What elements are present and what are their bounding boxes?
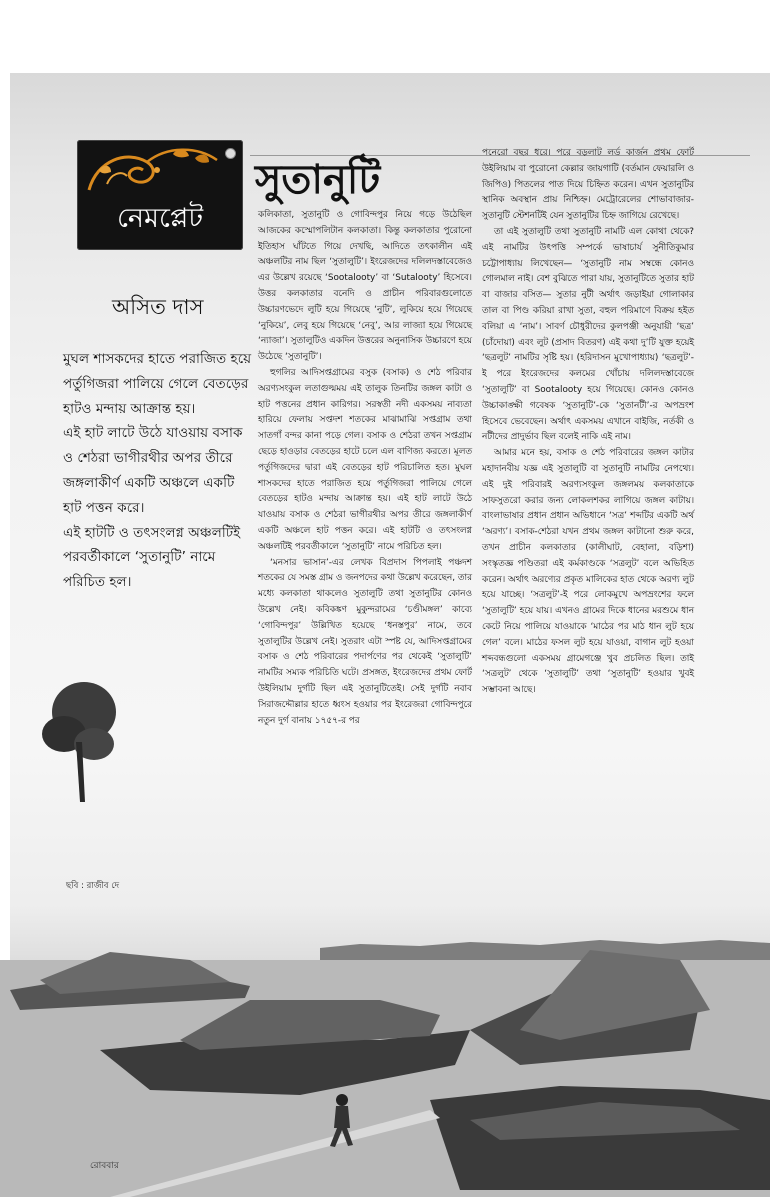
- author-name: অসিত দাস: [112, 295, 204, 319]
- article-title: সুতানুটি: [255, 157, 381, 203]
- footer-label: রোববার: [90, 1161, 119, 1171]
- lead-summary: [63, 347, 253, 595]
- pin-icon: [225, 148, 236, 159]
- body-paragraph: আমার মনে হয়, বসাক ও শেঠ পরিবারের জঙ্গল কাটার মহাদানবীয় যজ্ঞ এই সুতালুটি বা সুতানুটি নামটির নেপথ্যে। এই দুই পরিবারই অরণ্যসংকুল জঙ্গলময় কলকাতাকে সাফসুতরো করার জন্য লোকলশকর লাগিয়ে জঙ্গল কাটায়। বাংলাভাষার প্রধান প্রধান অভিধানে ‘সত্র’ শব্দটির একটি অর্থ ‘অরণ্য’। বসাক-শেঠরা যখন প্রথম জঙ্গল কাটানো শুরু করে, তখন প্রাচীন কলকাতার (কালীঘাট, বেহালা, বড়িশা) সংস্কৃতজ্ঞ পণ্ডিতরা এই কর্মকাণ্ডকে ‘সত্রলুট’ বলে অভিহিত করেন। অর্থাৎ অরণ্যের প্রকৃত মালিকের হাত থেকে অরণ্য লুট হয়ে যাচ্ছে। ‘সত্রলুট’-ই পরে লোকমুখে অপভ্রংশের ফলে ‘সুতালুটি’ হয়ে যায়। এখনও গ্রামের দিকে ধানের মরশুমে ধান কেটে নিয়ে পালিয়ে যাওয়াকে ‘মাঠের পর মাঠ ধান লুট হয়ে গেল’ বলে। মাঠের ফসল লুট হয়ে যাওয়া, বাগান লুট হওয়া শব্দবন্ধগুলো একসময় গ্রামেগঞ্জে খুব প্রচলিত ছিল। তাই ‘সত্রলুট’ থেকে ‘সুতালুটি’ তথা ‘সুতানুটি’ হওয়ার খুবই সম্ভাবনা আছে।: [482, 448, 694, 696]
- body-paragraph: তা এই সুতালুটি তথা সুতানুটি নামটি এল কোথা থেকে? এই নামটির উৎপত্তি সম্পর্কে ভাষাচার্য সুনীতিকুমার চট্টোপাধ্যায় লিখেছেন— ‘সুতানুটি নাম সম্বন্ধে কোনও গোলমাল নাই। বেশ বুঝিতে পারা যায়, সুতানুটিতে সুতার হাট বা বাজার বসিত— সুতার নুটী অর্থাৎ জড়াইয়া গোলাকার তাল বা পিণ্ড করিয়া রাখা সুতা, বহুল পরিমাণে বিক্রয় হইত বলিয়া এ ‘নাম’। সাবর্ণ চৌধুরীদের কুলপঞ্জী অনুযায়ী ‘ছত্র’ (চাঁদোয়া) এবং লুট (প্রসাদ বিতরণ) এই কথা দু’টি যুক্ত হয়েই ‘ছত্রলুট’ নামটির সৃষ্টি হয়। (হরিদাসন মুখোপাধ্যায়) ‘ছত্রলুট’-ই পরে ইংরেজদের কলমের খোঁচায় দলিলদস্তাবেজে ‘সুতালুটি’ বা Sootalooty হয়ে গিয়েছে। কোনও কোনও উচ্চাকাঙ্ক্ষী গবেষক ‘সুতানুটি’-কে ‘সুতানটী’-র অপভ্রংশ হিসেবে ভেবেছেন। অর্থাৎ একসময় এখানে বাইজি, নর্তকী ও নটীদের প্রাদুর্ভাব ছিল বলেই নাকি এই নাম।: [482, 226, 694, 443]
- river-boats-photo: [0, 890, 770, 1197]
- lead-paragraph: এই হাট লাটে উঠে যাওয়ায় বসাক ও শেঠরা ভাগীরথীর অপর তীরে জঙ্গলাকীর্ণ একটি অঞ্চলে একটি হাট পত্তন করে।: [63, 425, 243, 516]
- body-paragraph: কলিকাতা, সুতানুটি ও গোবিন্দপুর নিয়ে গড়ে উঠেছিল আজকের কস্মোপলিটান কলকাতা। কিন্তু কলকাতার পুরোনো ইতিহাস ঘাঁটতে গিয়ে দেখছি, আদিতে তৎকালীন এই অঞ্চলটির নাম ছিল ‘সুতালুটি’। ইংরেজদের দলিলদস্তাবেজেও এর উল্লেখ রয়েছে ‘Sootalooty’ বা ‘Sutalooty’ হিসেবে। উত্তর কলকাতার বনেদি ও প্রাচীন পরিবারগুলোতে উচ্চারণভেদে লুটি হয়ে গিয়েছে ‘নুটি’, লুকিয়ে হয়ে গিয়েছে ‘নুকিয়ে’, লেবু হয়ে গিয়েছে ‘নেবু’, আর লাজ্যা হয়ে গিয়েছে ‘ন্যাজা’। সুতালুটিও একদিন উত্তরের অনুনাসিক উচ্চারণে হয়ে উঠেছে ‘সুতানুটি’।: [258, 210, 472, 363]
- lead-paragraph: মুঘল শাসকদের হাতে পরাজিত হয়ে পর্তুগিজরা পালিয়ে গেলে বেতড়ের হাটও মন্দায় আক্রান্ত হয়।: [63, 351, 252, 417]
- lead-paragraph: এই হাটটি ও তৎসংলগ্ন অঞ্চলটিই পরবর্তীকালে ‘সুতানুটি’ নামে পরিচিত হল।: [63, 524, 241, 591]
- article-column-1: [258, 208, 472, 729]
- photo-credit: ছবি : রাজীব দে: [66, 881, 120, 891]
- body-paragraph: হুগলির আদিসপ্তগ্রামের বসুক (বসাক) ও শেঠ পরিবার অরণ্যসংকুল লতাগুল্মময় এই তালুক তিনটির জঙ্গল কাটা ও হাট পত্তনের প্রধান কারিগর। সরস্বতী নদী একসময় নাব্যতা হারিয়ে ফেলায় সপ্তদশ শতকের মাঝামাঝি সপ্তগ্রাম তথা সাতগাঁ বন্দর কানা পড়ে গেল। বসাক ও শেঠরা তখন সপ্তগ্রাম ছেড়ে হাওড়ার বেতড়ের হাটে চলে এল বাণিজ্য করতে। মূলত পর্তুগিজদের দ্বারা এই বেতড়ের হাট পরিচালিত হত। মুঘল শাসকদের হাতে পরাজিত হয়ে পর্তুগিজরা পালিয়ে গেলে বেতড়ের হাটও মন্দায় আক্রান্ত হয়। এই হাট লাটে উঠে যাওয়ায় বসাক ও শেঠরা ভাগীরথীর অপর তীরে জঙ্গলাকীর্ণ একটি অঞ্চলে হাট পত্তন করে। এই হাটটি ও তৎসংলগ্ন অঞ্চলটিই পরবর্তীকালে ‘সুতানুটি’ নামে পরিচিত হল।: [258, 367, 472, 552]
- body-paragraph: পনেরো বছর ধরে। পরে বড়লাট লর্ড কার্জন প্রথম ফোর্ট উইলিয়াম বা পুরোনো কেল্লার জায়গাটি (বর্তমান ফেয়ারলি ও জিপিও) পিতলের পাত দিয়ে চিহ্নিত করেন। এখন সুতানুটির স্থানিক অবস্থান প্রায় নিশ্চিহ্ন। মেট্রোরেলের শোভাবাজার-সুতানুটি স্টেশনটিই যেন সুতানুটির চিহ্ন জাগিয়ে রেখেছে।: [482, 148, 694, 222]
- tree-silhouette-photo: [36, 672, 116, 802]
- nameplate-badge: [77, 140, 243, 250]
- nameplate-label: নেমপ্লেট: [116, 203, 204, 234]
- body-paragraph: ‘মনসার ভাসান’-এর লেখক বিপ্রদাস পিপলাই পঞ্চদশ শতকের যে সমস্ত গ্রাম ও জনপদের কথা উল্লেখ করেছেন, তার মধ্যে কলকাতা থাকলেও সুতালুটি তথা সুতানুটির কোনও উল্লেখ নেই। কবিকঙ্কণ মুকুন্দরামের ‘চণ্ডীমঙ্গল’ কাব্যে ‘গোবিন্দপুর’ উল্লিখিত হয়েছে ‘ধনস্তপুর’ নামে, তবে সুতালুটির উল্লেখ নেই। সুতরাং এটা স্পষ্ট যে, আদিসপ্তগ্রামের বসাক ও শেঠ পরিবারের পদার্পণের পর থেকেই ‘সুতালুটি’ নামটির সম্যক পরিচিতি ঘটে। প্রসঙ্গত, ইংরেজদের প্রথম ফোর্ট উইলিয়াম দুর্গটি ছিল এই সুতানুটিতেই। সেই দুর্গটি নবাব সিরাজদ্দৌল্লার হাতে ধ্বংস হওয়ার পর ইংরেজরা গোবিন্দপুরে নতুন দুর্গ বানায় ১৭৫৭-র পর: [258, 557, 472, 726]
- article-column-2: [482, 146, 694, 699]
- floral-ornament-icon: [77, 140, 243, 210]
